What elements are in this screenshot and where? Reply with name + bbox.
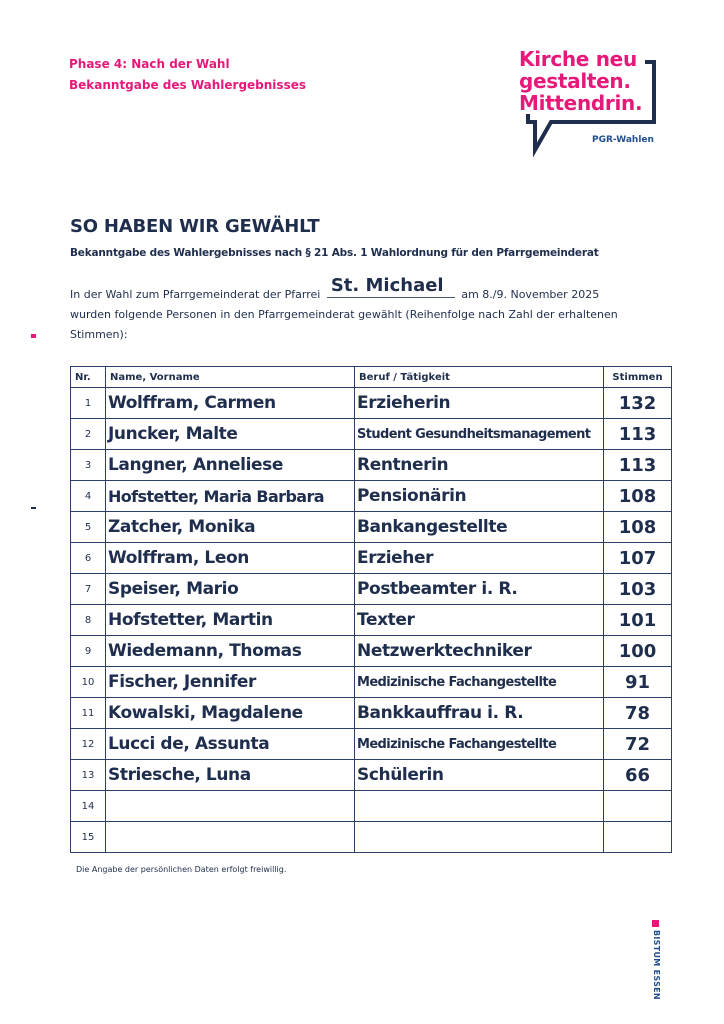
- row-name: Hofstetter, Martin: [106, 605, 355, 636]
- row-votes: 108: [604, 481, 672, 512]
- row-name: Lucci de, Assunta: [106, 729, 355, 760]
- header-name: Name, Vorname: [106, 367, 355, 388]
- logo-line-2: gestalten.: [519, 69, 631, 93]
- intro-after: am 8./9. November 2025: [461, 288, 600, 301]
- row-nr: 1: [71, 388, 106, 419]
- bistum-label: [652, 920, 662, 1002]
- bistum-text: BISTUM ESSEN: [652, 930, 661, 1000]
- row-nr: 14: [71, 791, 106, 822]
- row-votes: 132: [604, 388, 672, 419]
- row-votes: 66: [604, 760, 672, 791]
- logo-line-3: Mittendrin.: [519, 91, 643, 115]
- logo-subtitle: PGR-Wahlen: [592, 135, 654, 145]
- row-nr: 15: [71, 822, 106, 853]
- phase-title: Phase 4: Nach der Wahl: [69, 57, 230, 71]
- row-job: Bankangestellte: [355, 512, 604, 543]
- intro-before: In der Wahl zum Pfarrgemeinderat der Pfarrei: [70, 288, 321, 301]
- row-votes: [604, 822, 672, 853]
- row-name: [106, 791, 355, 822]
- row-job: Student Gesundheitsmanagement: [355, 419, 604, 450]
- header-votes: Stimmen: [604, 367, 672, 388]
- table-row: [71, 760, 672, 791]
- phase-subtitle: Bekanntgabe des Wahlergebnisses: [69, 78, 306, 92]
- logo-line-1: Kirche neu: [519, 47, 637, 71]
- row-name: Zatcher, Monika: [106, 512, 355, 543]
- header-nr: Nr.: [71, 367, 106, 388]
- parish-blank: [327, 275, 455, 298]
- row-nr: 5: [71, 512, 106, 543]
- row-votes: 101: [604, 605, 672, 636]
- table-row: [71, 388, 672, 419]
- row-name: [106, 822, 355, 853]
- row-job: [355, 822, 604, 853]
- row-name: Striesche, Luna: [106, 760, 355, 791]
- row-votes: 107: [604, 543, 672, 574]
- table-row: [71, 543, 672, 574]
- row-job: Rentnerin: [355, 450, 604, 481]
- row-name: Hofstetter, Maria Barbara: [106, 481, 355, 512]
- header-job: Beruf / Tätigkeit: [355, 367, 604, 388]
- table-row: [71, 419, 672, 450]
- row-nr: 10: [71, 667, 106, 698]
- table-row: [71, 791, 672, 822]
- table-header-row: [71, 367, 672, 388]
- row-votes: 113: [604, 450, 672, 481]
- intro-line-3: Stimmen):: [70, 328, 128, 341]
- row-votes: 91: [604, 667, 672, 698]
- row-votes: 100: [604, 636, 672, 667]
- margin-mark-pink: [31, 334, 36, 338]
- bistum-square-icon: [652, 920, 659, 927]
- row-job: Pensionärin: [355, 481, 604, 512]
- row-job: Schülerin: [355, 760, 604, 791]
- table-row: [71, 605, 672, 636]
- row-job: Postbeamter i. R.: [355, 574, 604, 605]
- table-row: [71, 667, 672, 698]
- row-nr: 6: [71, 543, 106, 574]
- row-name: Fischer, Jennifer: [106, 667, 355, 698]
- row-name: Speiser, Mario: [106, 574, 355, 605]
- row-job: Netzwerktechniker: [355, 636, 604, 667]
- table-row: [71, 512, 672, 543]
- parish-name: St. Michael: [330, 275, 444, 296]
- row-nr: 7: [71, 574, 106, 605]
- page-title: SO HABEN WIR GEWÄHLT: [70, 216, 320, 237]
- row-job: Erzieherin: [355, 388, 604, 419]
- page-subtitle: Bekanntgabe des Wahlergebnisses nach § 21 Abs. 1 Wahlordnung für den Pfarrgemeinderat: [70, 247, 599, 259]
- row-job: Bankkauffrau i. R.: [355, 698, 604, 729]
- table-row: [71, 574, 672, 605]
- intro-paragraph: [70, 275, 670, 345]
- row-nr: 3: [71, 450, 106, 481]
- row-votes: 72: [604, 729, 672, 760]
- row-votes: 113: [604, 419, 672, 450]
- row-nr: 13: [71, 760, 106, 791]
- row-job: Medizinische Fachangestellte: [355, 729, 604, 760]
- pgr-logo: [517, 48, 667, 158]
- row-job: Erzieher: [355, 543, 604, 574]
- row-nr: 2: [71, 419, 106, 450]
- table-row: [71, 698, 672, 729]
- row-name: Langner, Anneliese: [106, 450, 355, 481]
- table-row: [71, 822, 672, 853]
- row-nr: 12: [71, 729, 106, 760]
- margin-mark-dash: [31, 507, 36, 509]
- table-row: [71, 729, 672, 760]
- row-job: Texter: [355, 605, 604, 636]
- phase-header: [69, 54, 306, 96]
- row-name: Juncker, Malte: [106, 419, 355, 450]
- row-nr: 11: [71, 698, 106, 729]
- row-nr: 4: [71, 481, 106, 512]
- table-row: [71, 481, 672, 512]
- row-name: Wiedemann, Thomas: [106, 636, 355, 667]
- row-votes: 103: [604, 574, 672, 605]
- row-nr: 8: [71, 605, 106, 636]
- row-nr: 9: [71, 636, 106, 667]
- row-votes: 78: [604, 698, 672, 729]
- table-row: [71, 636, 672, 667]
- results-table: [70, 366, 672, 853]
- row-votes: 108: [604, 512, 672, 543]
- row-name: Kowalski, Magdalene: [106, 698, 355, 729]
- row-name: Wolffram, Leon: [106, 543, 355, 574]
- table-row: [71, 450, 672, 481]
- intro-line-2: wurden folgende Personen in den Pfarrgemeinderat gewählt (Reihenfolge nach Zahl der erhaltenen: [70, 308, 618, 321]
- row-job: Medizinische Fachangestellte: [355, 667, 604, 698]
- row-votes: [604, 791, 672, 822]
- footnote: Die Angabe der persönlichen Daten erfolgt freiwillig.: [76, 865, 287, 874]
- row-name: Wolffram, Carmen: [106, 388, 355, 419]
- row-job: [355, 791, 604, 822]
